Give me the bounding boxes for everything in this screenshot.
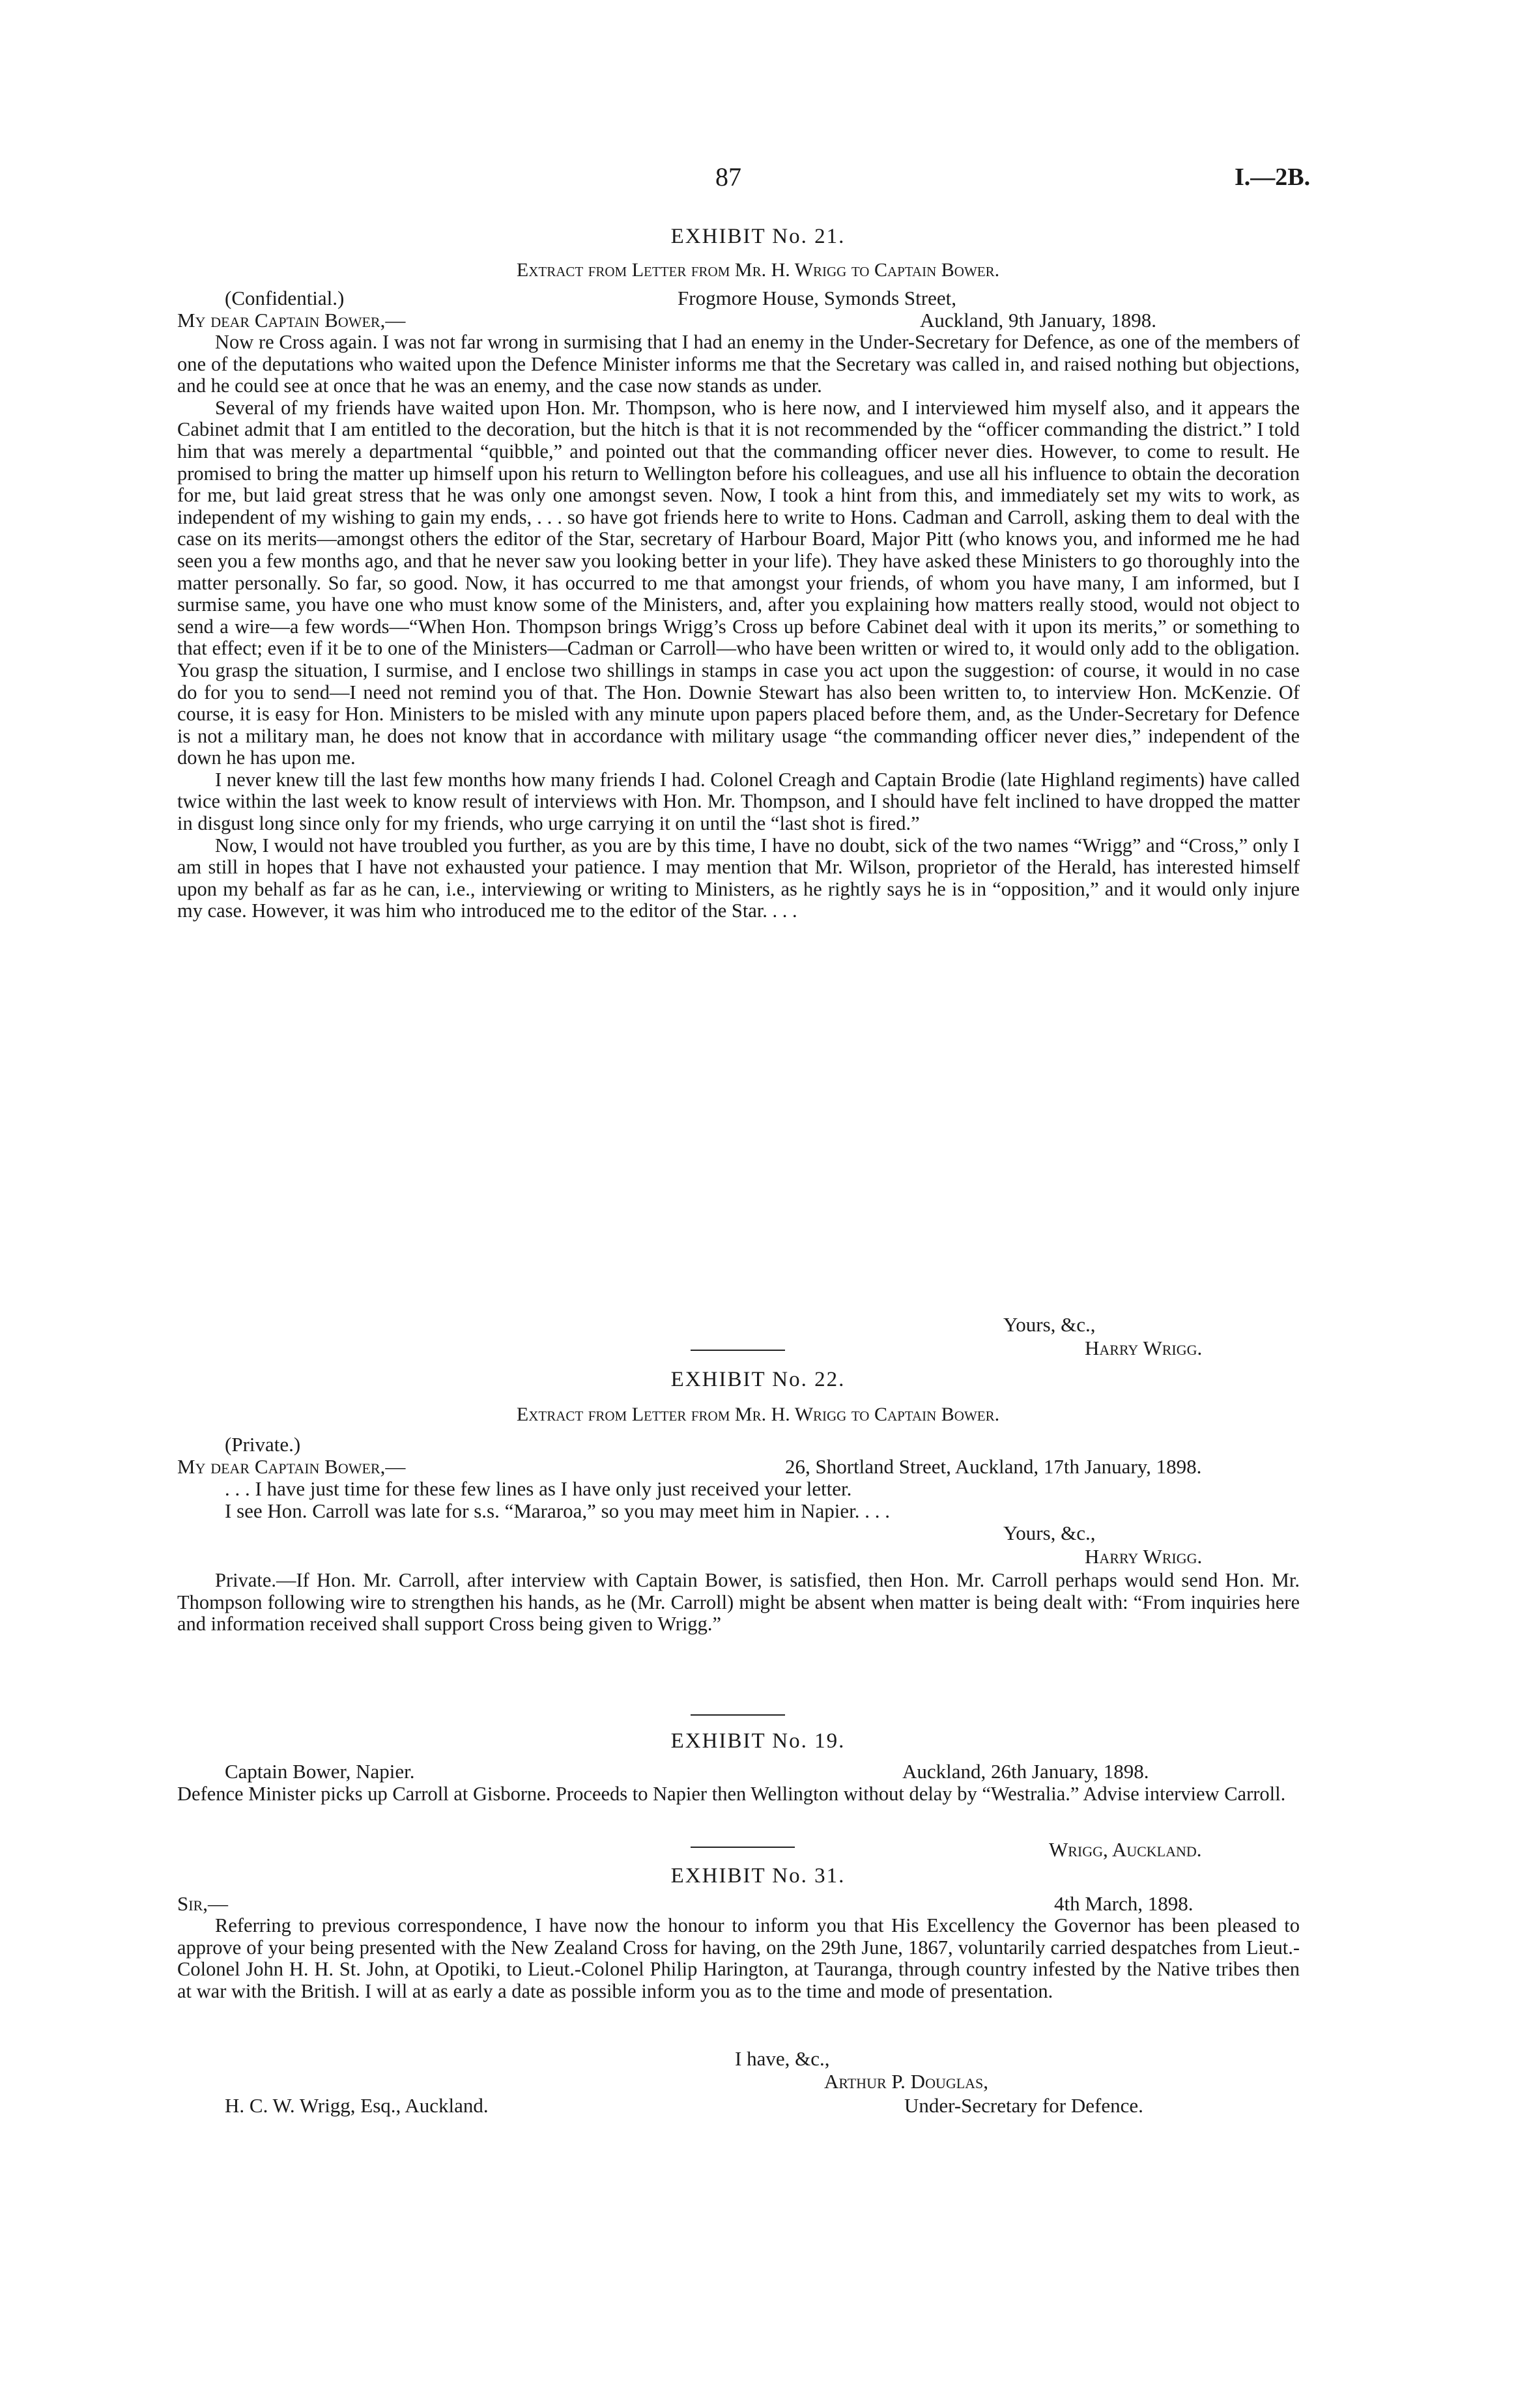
exhibit-22-title: EXHIBIT No. 22. [670, 1368, 846, 1391]
exhibit-31-signature: Arthur P. Douglas, [824, 2070, 989, 2093]
exhibit-31-recipient: H. C. W. Wrigg, Esq., Auckland. [225, 2094, 489, 2117]
exhibit-22-salutation: My dear Captain Bower,— [177, 1455, 406, 1478]
exhibit-21-place-date: Auckland, 9th January, 1898. [920, 309, 1157, 332]
exhibit-21-paragraph-2: Several of my friends have waited upon Hon. Mr. Thompson, who is here now, and I interviewed him myself also, and it appears the Cabinet admit that I am entitled to the decoration, but the hitch is that it is not recommended by the “officer commanding the district.” I told him that was merely a departmental “quibble,” and pointed out that the commanding officer never dies. However, to come to result. He promised to bring the matter up himself upon his return to Wellington before his colleagues, and use all his influence to obtain the decoration for me, but laid great stress that he was only one amongst seven. Now, I took a hint from this, and immediately set my wits to work, as independent of my wishing to gain my ends, . . . so have got friends here to write to Hons. Cadman and Carroll, asking them to deal with the case on its merits—amongst others the editor of the Star, secretary of Harbour Board, Major Pitt (who knows you, and informed me he had seen you a few months ago, and that he never saw you looking better in your life). They have asked these Ministers to go thoroughly into the matter personally. So far, so good. Now, it has occurred to me that amongst your friends, of whom you have many, I am informed, but I surmise same, you have one who must know some of the Ministers, and, after you explaining how matters really stood, would not object to send a wire—a few words—“When Hon. Thompson brings Wrigg’s Cross up before Cabinet deal with it upon its merits,” or something to that effect; even if it be to one of the Ministers—Cadman or Carroll—who have been written or wired to, it would only add to the obligation. You grasp the situation, I surmise, and I enclose two shillings in stamps in case you act upon the suggestion: of course, it would in no case do for you to send—I need not remind you of that. The Hon. Downie Stewart has also been written to, to interview Hon. McKenzie. Of course, it is easy for Hon. Ministers to be misled with any minute upon papers placed before them, and, as the Under-Secretary for Defence is not a military man, he does not know that in accordance with military usage “the commanding officer never dies,” independent of the down he has upon me. [177, 396, 1300, 769]
exhibit-31-body-text: Referring to previous correspondence, I have now the honour to inform you that His Excellency the Governor has been pleased to approve of your being presented with the New Zealand Cross for having, on the 29th June, 1867, voluntarily carried despatches from Lieut.-Colonel John H. H. St. John, at Opotiki, to Lieut.-Colonel Philip Harington, at Tauranga, through country infested by the Native tribes then at war with the British. I will at as early a date as possible inform you as to the time and mode of presentation. [177, 1914, 1300, 2002]
exhibit-22-place-date: 26, Shortland Street, Auckland, 17th January, 1898. [785, 1455, 1202, 1478]
page-number: 87 [715, 162, 741, 191]
document-reference: I.—2B. [1235, 163, 1311, 191]
exhibit-31-body [177, 1915, 1300, 2002]
exhibit-21-paragraph-1: Now re Cross again. I was not far wrong in surmising that I had an enemy in the Under-Secretary for Defence, as one of the members of one of the deputations who waited upon the Defence Minister informs me that the Secretary was called in, and raised nothing but objections, and he could see at once that he was an enemy, and the case now stands as under. [177, 331, 1300, 397]
exhibit-21-title: EXHIBIT No. 21. [670, 225, 846, 248]
exhibit-19-body-text: Defence Minister picks up Carroll at Gisborne. Proceeds to Napier then Wellington without delay by “Westralia.” Advise interview Carroll. [177, 1783, 1286, 1805]
exhibit-19-body [177, 1783, 1300, 1806]
exhibit-21-address: Frogmore House, Symonds Street, [678, 287, 956, 309]
divider-rule [691, 1714, 785, 1716]
exhibit-22-subtitle: Extract from Letter from Mr. H. Wrigg to Captain Bower. [516, 1404, 1000, 1425]
exhibit-31-title: EXHIBIT No. 31. [670, 1864, 846, 1888]
exhibit-21-closing: Yours, &c., [1003, 1313, 1096, 1336]
exhibit-22-private: (Private.) [225, 1433, 301, 1456]
exhibit-21-body [177, 332, 1300, 922]
exhibit-21-paragraph-4: Now, I would not have troubled you further, as you are by this time, I have no doubt, sick of the two names “Wrigg” and “Cross,” only I am still in hopes that I have not exhausted your patience. I may mention that Mr. Wilson, proprietor of the Herald, has interested himself upon my behalf as far as he can, i.e., interviewing or writing to Ministers, as he rightly says he is in “opposition,” and it would only injure my case. However, it was him who introduced me to the editor of the Star. . . . [177, 834, 1300, 922]
exhibit-31-closing: I have, &c., [735, 2047, 830, 2070]
exhibit-22-closing: Yours, &c., [1003, 1522, 1096, 1544]
exhibit-31-date: 4th March, 1898. [1054, 1892, 1194, 1915]
exhibit-21-subtitle: Extract from Letter from Mr. H. Wrigg to Captain Bower. [516, 259, 1000, 281]
exhibit-22-line-1: . . . I have just time for these few lines as I have only just received your letter. [225, 1477, 852, 1500]
exhibit-22-line-2: I see Hon. Carroll was late for s.s. “Mararoa,” so you may meet him in Napier. . . . [225, 1499, 890, 1522]
exhibit-19-signature: Wrigg, Auckland. [1049, 1838, 1202, 1861]
exhibit-31-signatory-title: Under-Secretary for Defence. [904, 2094, 1143, 2117]
exhibit-21-paragraph-3: I never knew till the last few months how many friends I had. Colonel Creagh and Captain Brodie (late Highland regiments) have called twice within the last week to know result of interviews with Hon. Mr. Thompson, and I should have felt inclined to have dropped the matter in disgust long since only for my friends, who urge carrying it on until the “last shot is fired.” [177, 768, 1300, 835]
exhibit-21-signature: Harry Wrigg. [1085, 1337, 1203, 1359]
exhibit-22-postscript [177, 1570, 1300, 1636]
exhibit-21-salutation: My dear Captain Bower,— [177, 309, 406, 332]
exhibit-22-signature: Harry Wrigg. [1085, 1545, 1203, 1568]
exhibit-19-title: EXHIBIT No. 19. [670, 1729, 846, 1753]
exhibit-21-confidential: (Confidential.) [225, 287, 345, 309]
exhibit-19-addressee: Captain Bower, Napier. [225, 1760, 415, 1783]
divider-rule [691, 1350, 785, 1351]
exhibit-22-postscript-text: Private.—If Hon. Mr. Carroll, after interview with Captain Bower, is satisfied, then Hon. Mr. Carroll perhaps would send Hon. Mr. Thompson following wire to strengthen his hands, as he (Mr. Carroll) might be absent when matter is being dealt with: “From inquiries here and information received shall support Cross being given to Wrigg.” [177, 1569, 1300, 1636]
divider-rule [691, 1847, 795, 1848]
exhibit-31-salutation: Sir,— [177, 1892, 228, 1915]
exhibit-19-place-date: Auckland, 26th January, 1898. [902, 1760, 1149, 1783]
